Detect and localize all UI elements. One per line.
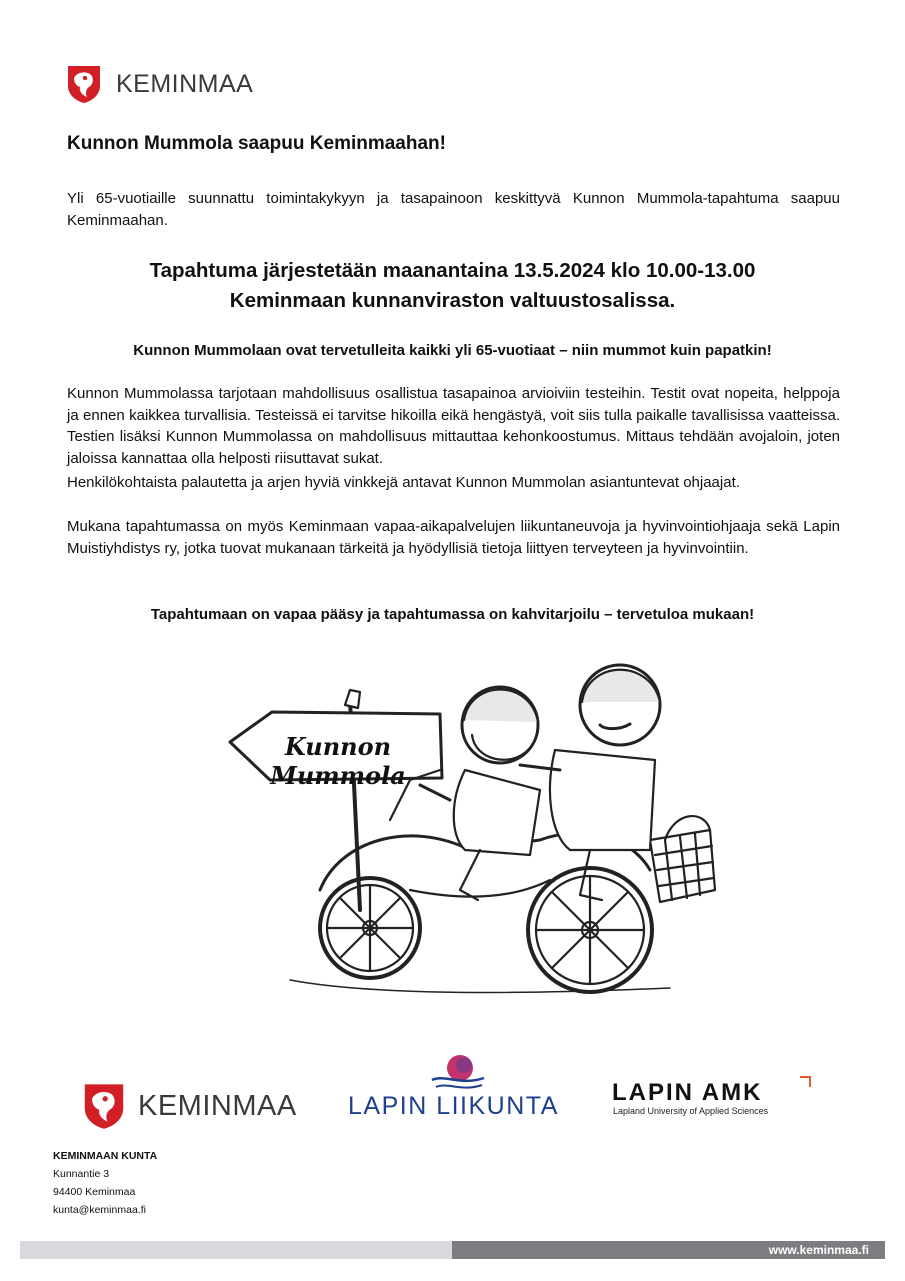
intro-paragraph: Yli 65-vuotiaille suunnattu toimintakykyyn ja tasapainoon keskittyvä Kunnon Mummola-tapahtuma saapuu Keminmaahan.	[67, 190, 840, 229]
body-paragraph-1b: Henkilökohtaista palautetta ja arjen hyviä vinkkejä antavat Kunnon Mummolan asiantuntevat ohjaajat.	[67, 474, 740, 491]
signpost-icon	[230, 690, 442, 910]
rider-icon	[520, 665, 660, 900]
keminmaa-logo	[82, 1082, 126, 1135]
keminmaa-logo-text: KEMINMAA	[138, 1090, 297, 1122]
closing-text: Tapahtumaan on vapaa pääsy ja tapahtumassa on kahvitarjoilu – tervetuloa mukaan!	[150, 606, 755, 623]
body-paragraph-1: Kunnon Mummolassa tarjotaan mahdollisuus osallistua tasapainoa arvioiviin testeihin. Testit ovat nopeita, helppoja ja ennen kaikkea turvallisia. Testeissä ei tarvitse hikoilla eikä hengästyä, voit siis tulla paikalle tavallisissa vaatteissa. Testien lisäksi Kunnon Mummolassa on mahdollisuus mittauttaa kehonkoostumus. Mittaus tehdään avojaloin, joten jaloissa kannattaa olla helposti riisuttavat sukat.	[67, 385, 840, 467]
footer-url-link[interactable]: www.keminmaa.fi	[768, 1243, 869, 1257]
lapin-amk-corner-icon	[800, 1076, 811, 1087]
lapin-amk-logo-text: LAPIN AMK	[612, 1079, 763, 1106]
keminmaa-coat-of-arms-icon	[66, 64, 102, 104]
welcome-text: Kunnon Mummolaan ovat tervetulleita kaikki yli 65-vuotiaat – niin mummot kuin papatkin!	[133, 342, 772, 359]
footer-contact	[53, 1147, 157, 1219]
footer-bar-light	[20, 1241, 452, 1259]
event-details	[0, 256, 905, 316]
wheel-icon	[528, 868, 652, 992]
basket-icon	[650, 816, 715, 902]
sign-text: Kunnon Mummola	[270, 732, 406, 790]
footer-postal: 94400 Keminmaa	[53, 1186, 136, 1198]
lapin-liikunta-symbol-icon	[430, 1052, 486, 1097]
body-paragraph-2: Mukana tapahtumassa on myös Keminmaan vapaa-aikapalvelujen liikuntaneuvoja ja hyvinvointiohjaaja sekä Lapin Muistiyhdistys ry, jotka tuovat mukanaan tärkeitä ja hyödyllisiä tietoja liittyen terveyteen ja hyvinvointiin.	[67, 518, 840, 557]
moped-illustration	[210, 650, 730, 1020]
footer-email[interactable]: kunta@keminmaa.fi	[53, 1204, 146, 1216]
footer-org: KEMINMAAN KUNTA	[53, 1150, 158, 1162]
lapin-amk-subtitle: Lapland University of Applied Sciences	[613, 1106, 769, 1116]
header-brand: KEMINMAA	[116, 70, 254, 98]
keminmaa-coat-of-arms-icon	[82, 1082, 126, 1130]
wheel-icon	[320, 878, 420, 978]
header-logo	[66, 64, 102, 109]
page-title: Kunnon Mummola saapuu Keminmaahan!	[67, 133, 446, 154]
lapin-liikunta-logo-text: LAPIN LIIKUNTA	[348, 1092, 559, 1120]
event-date-time: Tapahtuma järjestetään maanantaina 13.5.2024 klo 10.00-13.00	[149, 259, 756, 282]
footer-street: Kunnantie 3	[53, 1168, 110, 1180]
event-location: Keminmaan kunnanviraston valtuustosalissa.	[229, 289, 676, 312]
